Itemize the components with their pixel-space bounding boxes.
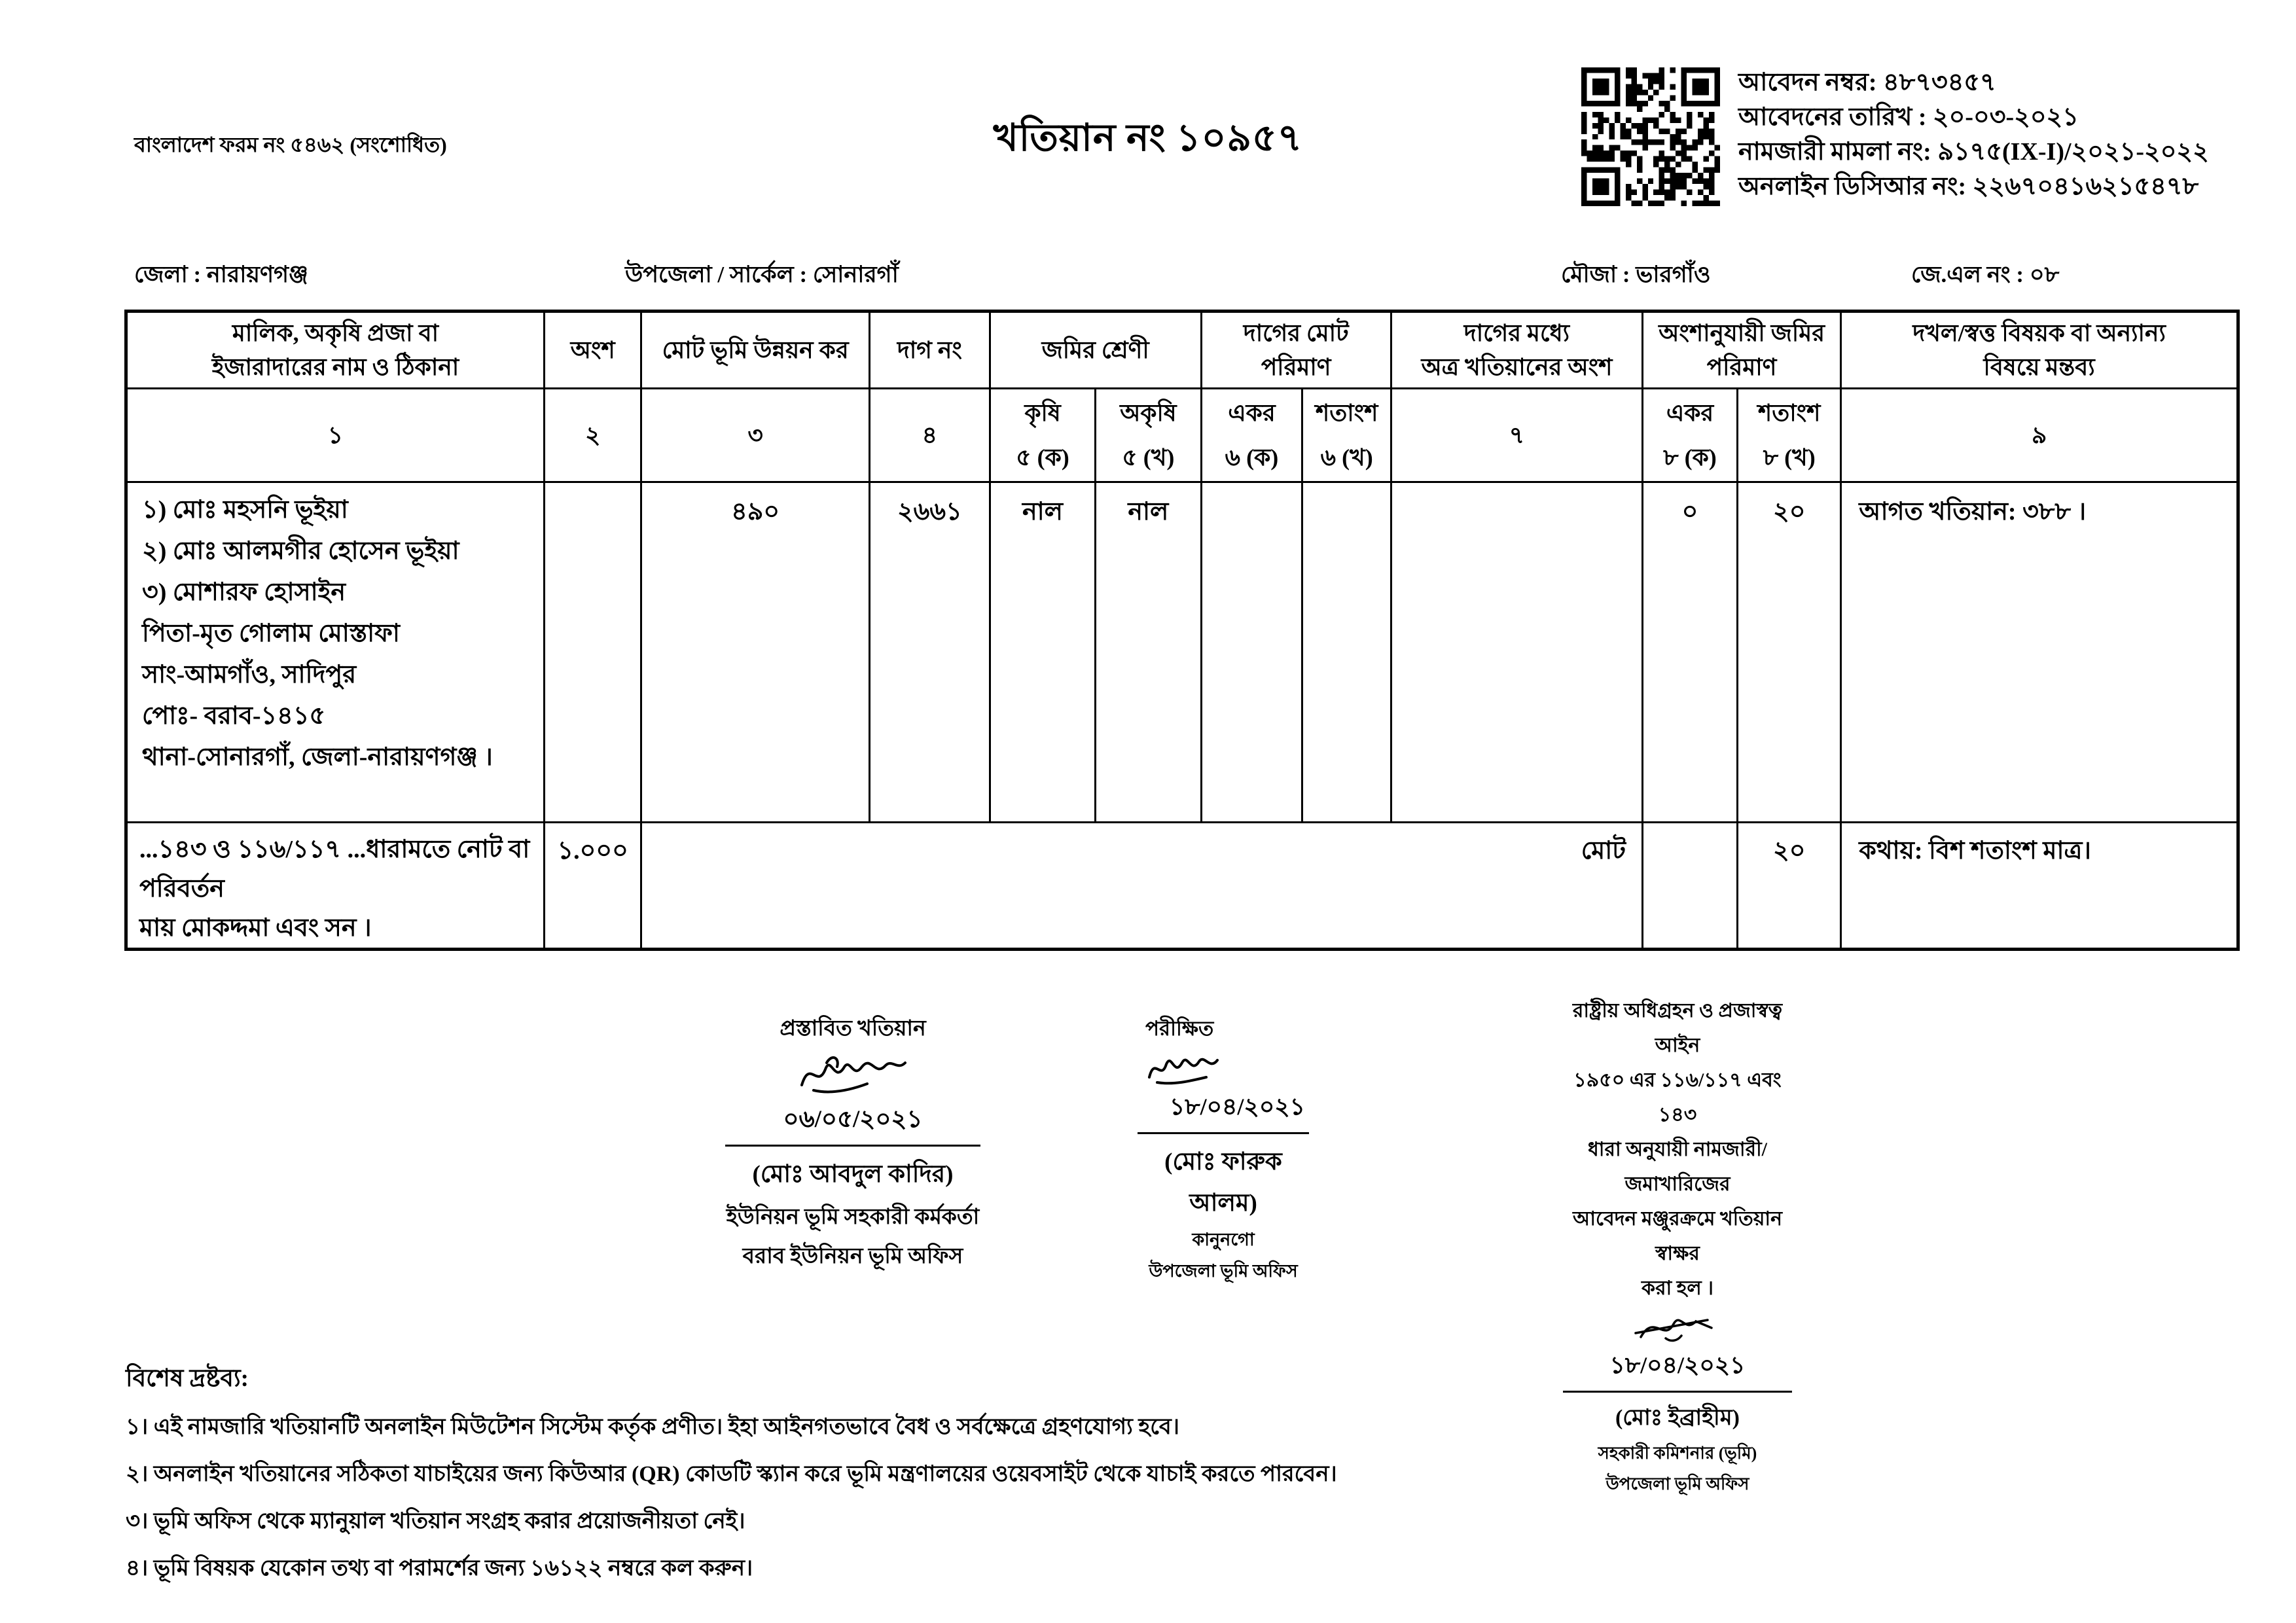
cell-owner-name-address: ১) মোঃ মহসনি ভূইয়া ২) মোঃ আলমগীর হোসেন ভূইয়া ৩) মোশারফ হোসাইন পিতা-মৃত গোলাম মোস্তাফা সাং-আমগাঁও, সাদিপুর পোঃ- বরাব-১৪১৫ থানা-সোনারগাঁ, জেলা-নারায়ণগঞ্জ । bbox=[126, 482, 545, 823]
subheader-2: ২ bbox=[544, 389, 641, 482]
signature2-rule bbox=[1138, 1132, 1309, 1134]
subheader-8a-acre: একর ৮ (ক) bbox=[1642, 389, 1737, 482]
signature3-scribble bbox=[1632, 1308, 1723, 1346]
subheader-4: ৪ bbox=[869, 389, 990, 482]
signature2-scribble bbox=[1144, 1047, 1229, 1088]
signature3-designation: সহকারী কমিশনার (ভূমি) bbox=[1598, 1444, 1757, 1463]
note-item-3: ৩। ভূমি অফিস থেকে ম্যানুয়াল খতিয়ান সংগ্রহ করার প্রয়োজনীয়তা নেই। bbox=[126, 1509, 745, 1533]
header-owner-name: মালিক, অকৃষি প্রজা বা ইজারাদারের নাম ও ঠিকানা bbox=[126, 312, 545, 389]
signature1-rule bbox=[725, 1145, 980, 1147]
header-share: অংশ bbox=[544, 312, 641, 389]
cell-total-share-acre bbox=[1642, 823, 1737, 950]
subheader-7: ৭ bbox=[1391, 389, 1642, 482]
header-land-class: জমির শ্রেণী bbox=[990, 312, 1201, 389]
signature3-name: (মোঃ ইব্রাহীম) bbox=[1615, 1406, 1740, 1430]
signature1-title: প্রস্তাবিত খতিয়ান bbox=[780, 1017, 926, 1041]
subheader-5a-agri: কৃষি ৫ (ক) bbox=[990, 389, 1095, 482]
mouza-label: মৌজা : ভারগাঁও bbox=[1561, 262, 1711, 287]
header-khatian-share-of-dag: দাগের মধ্যে অত্র খতিয়ানের অংশ bbox=[1391, 312, 1642, 389]
online-dcr-number: অনলাইন ডিসিআর নং: ২২৬৭০৪১৬২১৫৪৭৮ bbox=[1738, 173, 2199, 200]
subheader-6b-shotangsho: শতাংশ ৬ (খ) bbox=[1302, 389, 1391, 482]
upazila-circle-label: উপজেলা / সার্কেল : সোনারগাঁ bbox=[625, 262, 899, 287]
cell-class-non-agri: নাল bbox=[1096, 482, 1201, 823]
signature3-approval-text: রাষ্ট্রীয় অধিগ্রহন ও প্রজাস্বত্ব আইন ১৯৫০ এর ১১৬/১১৭ এবং ১৪৩ ধারা অনুযায়ী নামজারী/জমাখারিজের আবেদন মঞ্জুরক্রমে খতিয়ান স্বাক্ষর করা হল । bbox=[1572, 1000, 1783, 1299]
cell-share-shotangsho: ২০ bbox=[1738, 482, 1841, 823]
jl-number-label: জে.এল নং : ০৮ bbox=[1911, 262, 2060, 287]
form-number: বাংলাদেশ ফরম নং ৫৪৬২ (সংশোধিত) bbox=[134, 133, 447, 156]
page-title: খতিয়ান নং ১০৯৫৭ bbox=[993, 116, 1303, 159]
subheader-9: ৯ bbox=[1841, 389, 2238, 482]
subheader-6a-acre: একর ৬ (ক) bbox=[1201, 389, 1302, 482]
subheader-3: ৩ bbox=[641, 389, 870, 482]
qr-code bbox=[1581, 65, 1720, 208]
signature1-scribble bbox=[794, 1047, 912, 1098]
cell-total-share: ১.০০০ bbox=[544, 823, 641, 950]
signature1-designation: ইউনিয়ন ভূমি সহকারী কর্মকর্তা bbox=[726, 1205, 980, 1229]
subheader-1: ১ bbox=[126, 389, 545, 482]
signature3-office: উপজেলা ভূমি অফিস bbox=[1605, 1474, 1749, 1493]
cell-total-remarks: কথায়: বিশ শতাংশ মাত্র। bbox=[1841, 823, 2238, 950]
qr-info-block bbox=[1738, 65, 2209, 204]
cell-dag-no: ২৬৬১ bbox=[869, 482, 990, 823]
notes-heading: বিশেষ দ্রষ্টব্য: bbox=[126, 1365, 249, 1392]
signature-block-examined bbox=[1138, 1013, 1309, 1287]
signature3-date: ১৮/০৪/২০২১ bbox=[1609, 1352, 1746, 1378]
header-land-dev-tax: মোট ভূমি উন্নয়ন কর bbox=[641, 312, 870, 389]
note-item-4: ৪। ভূমি বিষয়ক যেকোন তথ্য বা পরামর্শের জন্য ১৬১২২ নম্বরে কল করুন। bbox=[126, 1556, 753, 1580]
application-date: আবেদনের তারিখ : ২০-০৩-২০২১ bbox=[1738, 103, 2079, 131]
cell-total-share-shotangsho: ২০ bbox=[1738, 823, 1841, 950]
table-subheader-row bbox=[126, 389, 2238, 482]
cell-dag-total-acre bbox=[1201, 482, 1302, 823]
cell-dag-total-shotangsho bbox=[1302, 482, 1391, 823]
table-header-row bbox=[126, 312, 2238, 389]
signature2-office: উপজেলা ভূমি অফিস bbox=[1149, 1261, 1298, 1281]
cell-remarks: আগত খতিয়ান: ৩৮৮ । bbox=[1841, 482, 2238, 823]
cell-share bbox=[544, 482, 641, 823]
cell-khatian-share bbox=[1391, 482, 1642, 823]
cell-total-label: মোট bbox=[641, 823, 1643, 950]
khatian-table bbox=[124, 310, 2240, 951]
header-dag-no: দাগ নং bbox=[869, 312, 990, 389]
cell-share-acre: ০ bbox=[1642, 482, 1737, 823]
mutation-case-number: নামজারী মামলা নং: ৯১৭৫(IX-I)/২০২১-২০২২ bbox=[1738, 138, 2209, 166]
signature1-name: (মোঃ আবদুল কাদির) bbox=[752, 1161, 954, 1188]
subheader-5b-non-agri: অকৃষি ৫ (খ) bbox=[1096, 389, 1201, 482]
table-data-row bbox=[126, 482, 2238, 823]
district-label: জেলা : নারায়ণগঞ্জ bbox=[134, 262, 308, 287]
application-number: আবেদন নম্বর: ৪৮৭৩৪৫৭ bbox=[1738, 69, 1996, 96]
signature2-title: পরীক্ষিত bbox=[1145, 1017, 1214, 1040]
subheader-8b-shotangsho: শতাংশ ৮ (খ) bbox=[1738, 389, 1841, 482]
cell-class-agri: নাল bbox=[990, 482, 1095, 823]
special-notes-section bbox=[126, 1359, 1827, 1588]
header-dag-total-area: দাগের মোট পরিমাণ bbox=[1201, 312, 1391, 389]
cell-note: ...১৪৩ ও ১১৬/১১৭ ...ধারামতে নোট বা পরিবর্তন মায় মোকদ্দমা এবং সন । bbox=[126, 823, 545, 950]
qr-code-image bbox=[1581, 65, 1720, 208]
signature1-office: বরাব ইউনিয়ন ভূমি অফিস bbox=[742, 1245, 963, 1268]
signature2-date: ১৮/০৪/২০২১ bbox=[1169, 1094, 1305, 1120]
note-item-1: ১। এই নামজারি খতিয়ানটি অনলাইন মিউটেশন সিস্টেম কর্তৃক প্রণীত। ইহা আইনগতভাবে বৈধ ও সর্বক্ষেত্রে গ্রহণযোগ্য হবে। bbox=[126, 1415, 1179, 1439]
signature2-name: (মোঃ ফারুক আলম) bbox=[1164, 1149, 1282, 1217]
cell-land-dev-tax: ৪৯০ bbox=[641, 482, 870, 823]
signature-block-proposed-khatian bbox=[725, 1013, 980, 1275]
note-item-2: ২। অনলাইন খতিয়ানের সঠিকতা যাচাইয়ের জন্য কিউআর (QR) কোডটি স্ক্যান করে ভূমি মন্ত্রণালয়ের ওয়েবসাইট থেকে যাচাই করতে পারবেন। bbox=[126, 1462, 1337, 1486]
signature1-date: ০৬/০৫/২০২১ bbox=[783, 1106, 923, 1133]
table-total-row bbox=[126, 823, 2238, 950]
signature2-designation: কানুনগো bbox=[1192, 1230, 1255, 1249]
header-possession-remarks: দখল/স্বত্ত বিষয়ক বা অন্যান্য বিষয়ে মন্তব্য bbox=[1841, 312, 2238, 389]
header-land-area-per-share: অংশানুযায়ী জমির পরিমাণ bbox=[1642, 312, 1840, 389]
